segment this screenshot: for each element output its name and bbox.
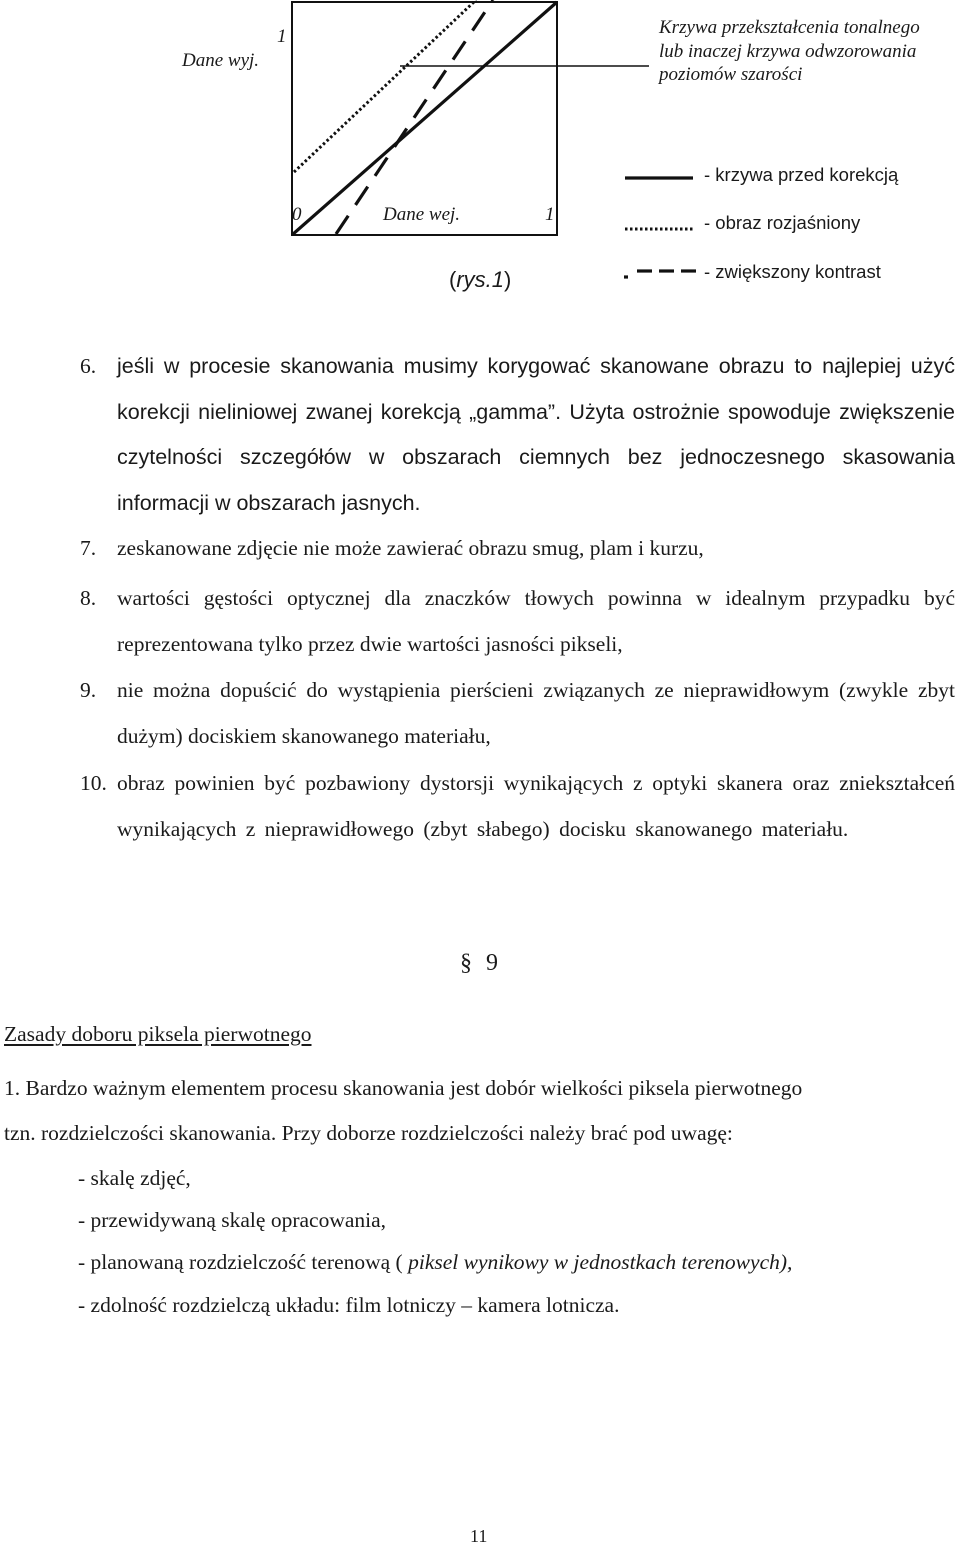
list-item-number: 8. [80, 586, 97, 610]
curve-increased-contrast [336, 0, 493, 234]
list-item-number: 9. [80, 678, 97, 702]
list-item-number: 6. [80, 354, 97, 378]
legend-item-increased-contrast: - zwiększony kontrast [704, 261, 881, 282]
legend-item-before-correction: - krzywa przed korekcją [704, 164, 899, 185]
list-item-number: 7. [80, 536, 97, 560]
list-item [80, 344, 958, 526]
section-sign: § [460, 950, 472, 976]
x-axis-label: Dane wej. [383, 204, 461, 225]
list-item-text: wartości gęstości optycznej dla znaczków tłowych powinna w idealnym przypadku być reprezentowana tylko przez dwie wartości jasności pikseli, [117, 586, 955, 656]
curve-brightened [294, 0, 476, 172]
paragraph-line-1: 1. Bardzo ważnym elementem procesu skanowania jest dobór wielkości piksela pierwotnego [4, 1076, 803, 1100]
bullet-item: - przewidywaną skalę opracowania, [78, 1208, 387, 1232]
legend-item-brightened: - obraz rozjaśniony [704, 212, 861, 233]
paragraph-line-2: tzn. rozdzielczości skanowania. Przy doborze rozdzielczości należy brać pod uwagę: [4, 1121, 733, 1145]
page-number: 11 [470, 1526, 488, 1546]
legend-swatch-dashed [624, 271, 696, 277]
bullet-item-text: - planowaną rozdzielczość terenową ( [78, 1250, 409, 1274]
y-axis-label: Dane wyj. [182, 50, 260, 71]
bullet-item: - skalę zdjęć, [78, 1166, 191, 1190]
list-item [80, 761, 958, 899]
list-item-text: obraz powinien być pozbawiony dystorsji wynikających z optyki skanera oraz zniekształceń wynikających z nieprawidłowego (zbyt słabego) docisku skanowanego materiału. [117, 771, 955, 841]
list-item [80, 526, 958, 572]
section-heading: Zasady doboru piksela pierwotnego [4, 1022, 312, 1046]
figure-caption: (rys.1) [449, 267, 512, 292]
bullet-item-italic-text: piksel wynikowy w jednostkach terenowych), [408, 1250, 793, 1274]
list-item-number: 10. [80, 771, 107, 795]
curve-before-correction [292, 2, 557, 235]
x-axis-max-label: 1 [545, 204, 555, 225]
list-item [80, 668, 958, 760]
bullet-item: - zdolność rozdzielczą układu: film lotniczy – kamera lotnicza. [78, 1293, 620, 1317]
list-item [80, 576, 958, 668]
bullet-item [78, 1250, 792, 1275]
list-item-text: nie można dopuścić do wystąpienia pierścieni związanych ze nieprawidłowym (zwykle zbyt dużym) dociskiem skanowanego materiału, [117, 678, 955, 748]
figure-caption-text: rys.1 [456, 267, 505, 292]
x-axis-origin-label: 0 [292, 204, 302, 225]
section-number: 9 [486, 950, 498, 976]
figure-annotation: Krzywa przekształcenia tonalnego lub inaczej krzywa odwzorowania poziomów szarości [659, 17, 920, 85]
list-item-text: jeśli w procesie skanowania musimy korygować skanowane obrazu to najlepiej użyć korekcji nieliniowej zwanej korekcją „gamma”. Użyta ostrożnie spowoduje zwiększenie czytelności szczegółów w obszarach ciemnych bez jednoczesnego skasowania informacji w obszarach jasnych. [117, 354, 955, 515]
list-item-text: zeskanowane zdjęcie nie może zawierać obrazu smug, plam i kurzu, [117, 536, 704, 560]
y-axis-max-label: 1 [277, 26, 287, 47]
